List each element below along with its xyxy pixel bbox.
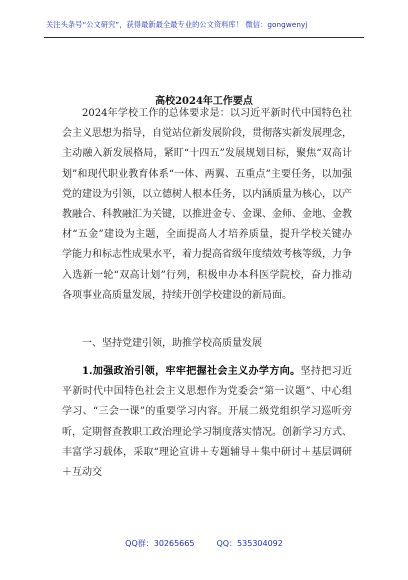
promo-header: 关注头条号“公文研究”，获得最新最全最专业的公文资料库！ 微信：gongwenyj	[46, 20, 308, 29]
qq-group-number: QQ群：30265665	[125, 539, 195, 548]
header-divider	[44, 37, 364, 38]
intro-paragraph: 2024年学校工作的总体要求是：以习近平新时代中国特色社会主义思想为指导，自觉站位新发展阶段，贯彻落实新发展理念，主动融入新发展格局，紧盯“十四五”发展规划目标，聚焦“双高计划”和现代职业教育体系“一体、两翼、五重点”主要任务，以加强党的建设为引领，以立德树人根本任务，以内涵质量为核心，以产教融合、科教融汇为关键，以推进金专、金课、金师、金地、金教材“五金”建设为主题，全面提高人才培养质量，提升学校关键办学能力和标志性成果水平，着力提高省级年度绩效考核等级，力争入选新一轮“双高计划”行列，积极申办本科医学院校，奋力推动各项事业高质量发展，持续开创学校建设的新局面。	[62, 108, 352, 301]
section-heading: 一、坚持党建引领，助推学校高质量发展	[82, 338, 262, 349]
footer-contact	[0, 538, 408, 549]
document-title: 高校2024年工作要点	[155, 96, 253, 107]
item-1-body: 坚持把习近平新时代中国特色社会主义思想作为党委会“第一议题”、中心组学习、“三会一课”的重要学习内容。开展二级党组织学习巡听旁听，定期督查教职工政治理论学习制度落实情况。创新学习方式、丰富学习载体，采取“理论宣讲＋专题辅导＋集中研讨＋基层调研＋互动交	[62, 366, 352, 479]
item-1-heading: 1.加强政治引领，牢牢把握社会主义办学方向。	[82, 366, 301, 377]
item-1-paragraph	[62, 362, 352, 483]
qq-number: QQ：535304092	[216, 539, 283, 548]
